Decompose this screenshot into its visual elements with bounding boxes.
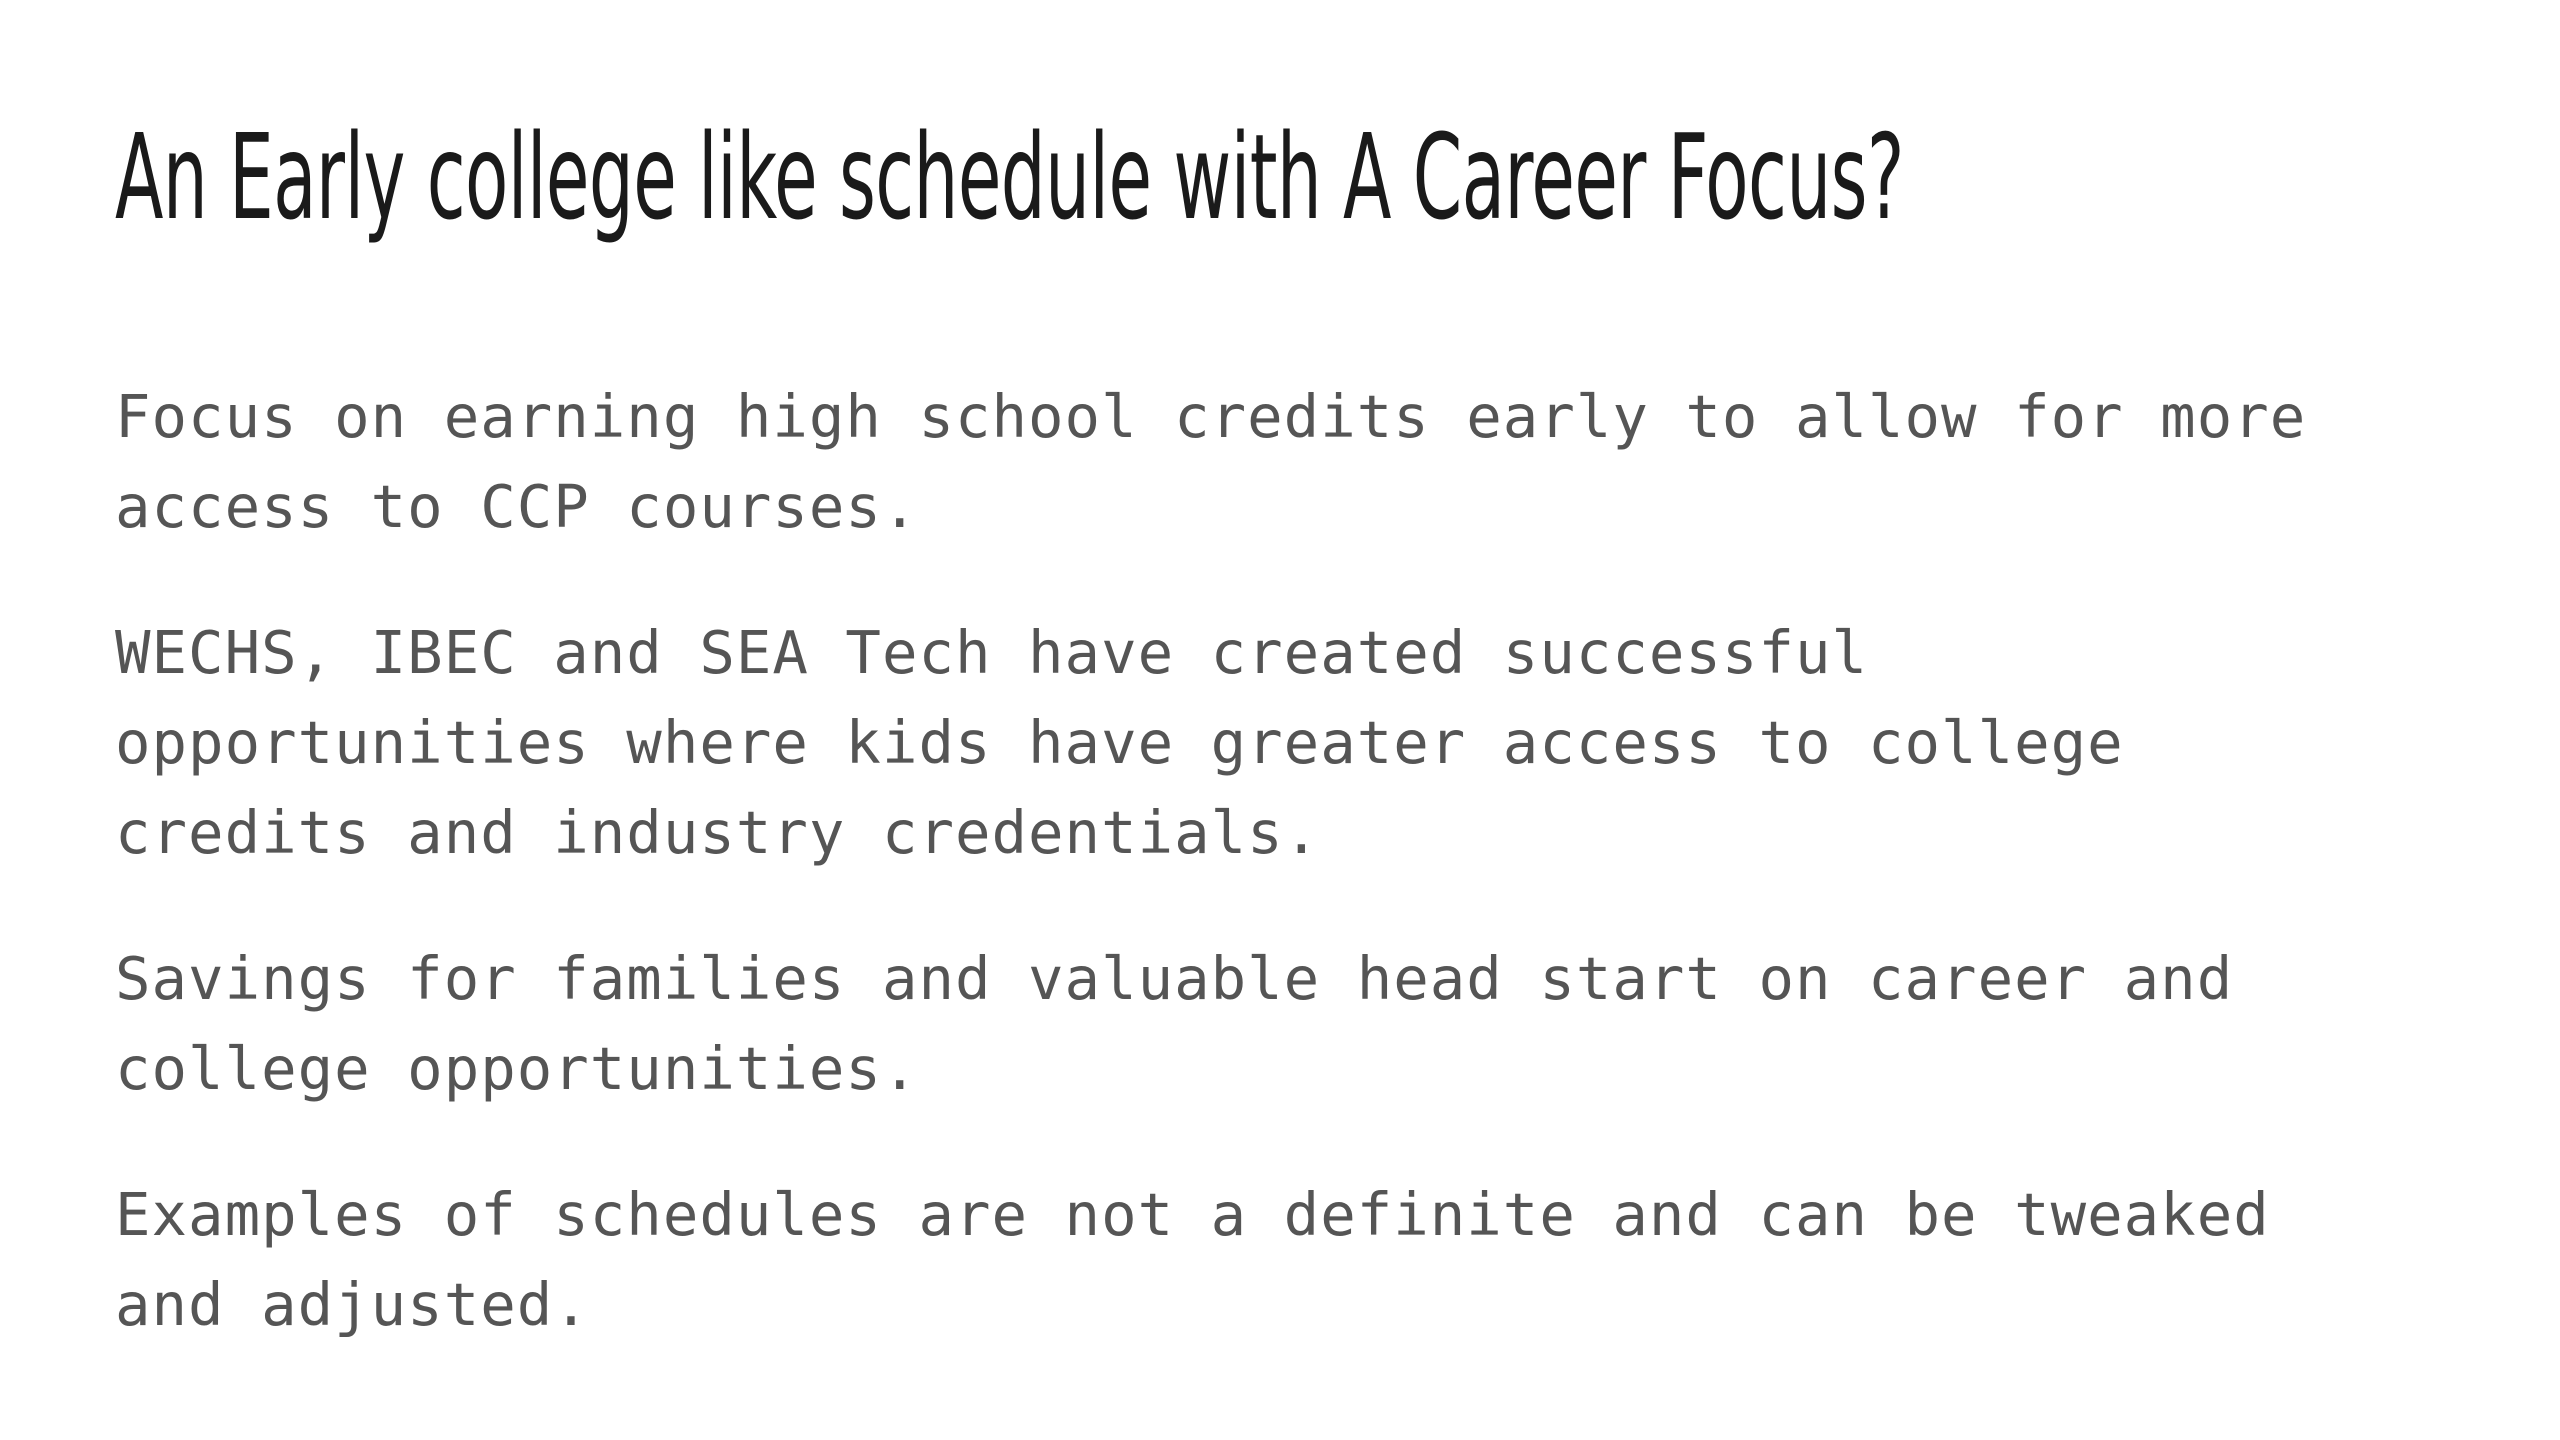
- body-paragraph-savings: Savings for families and valuable head start on career and college opportunities.: [115, 944, 2234, 1103]
- body-paragraph-programs: WECHS, IBEC and SEA Tech have created successful opportunities where kids have greater access to college credits and industry credentials.: [115, 618, 2124, 867]
- body-paragraph-examples: Examples of schedules are not a definite and can be tweaked and adjusted.: [115, 1180, 2270, 1339]
- slide-body: [115, 372, 2495, 1406]
- slide-title: An Early college like schedule with A Career Focus?: [115, 108, 1904, 246]
- body-paragraph-credits: Focus on earning high school credits early to allow for more access to CCP courses.: [115, 382, 2307, 541]
